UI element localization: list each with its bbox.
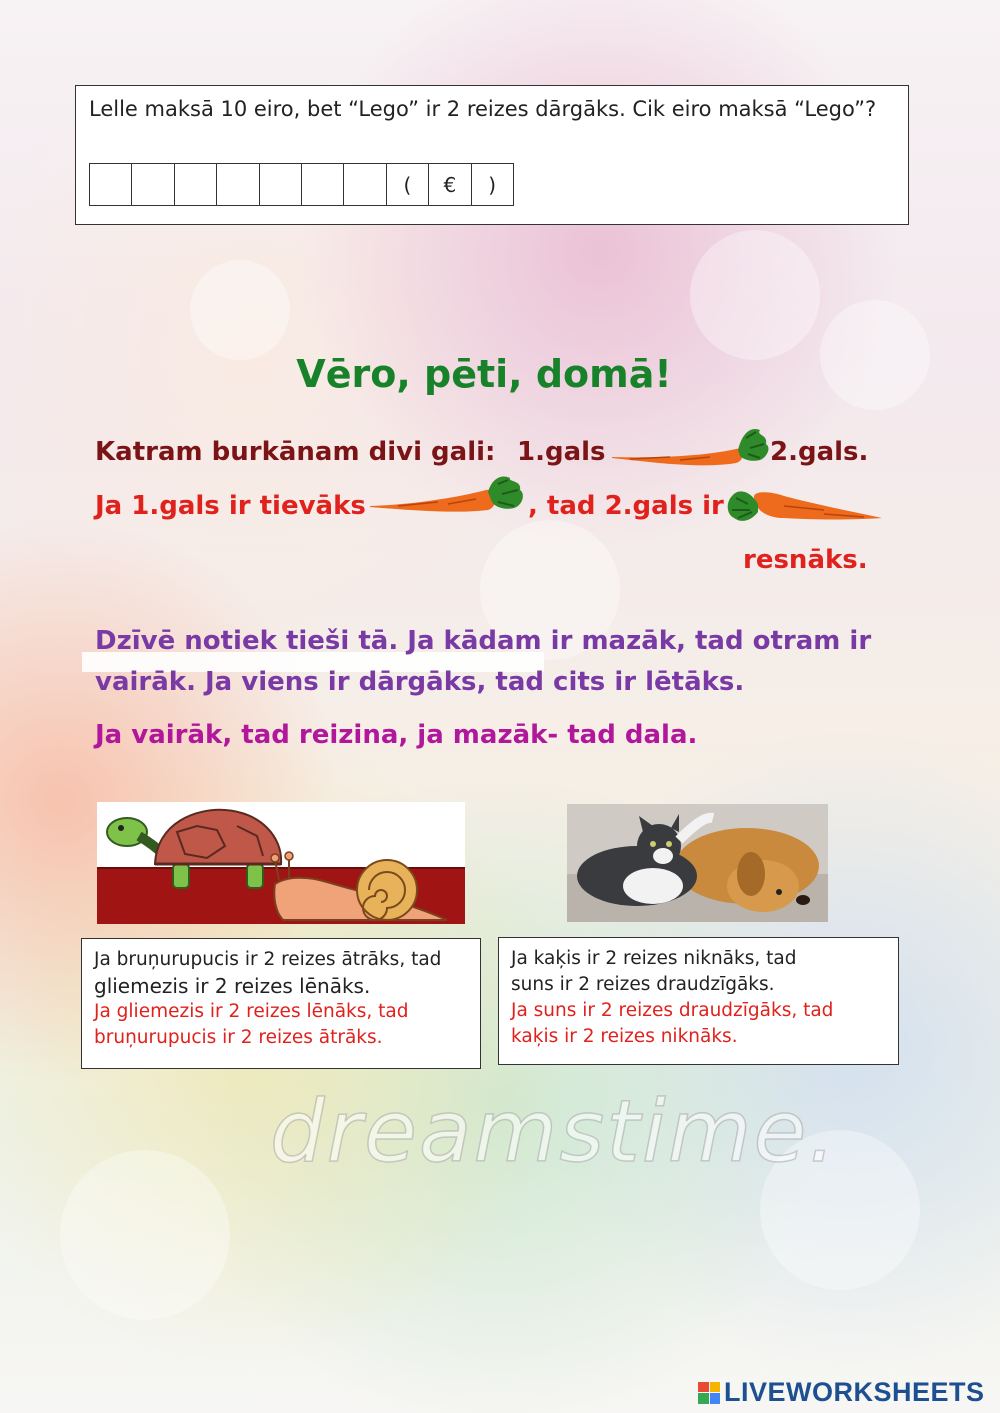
carrot-end2-label: 2.gals. (770, 437, 869, 467)
watermark: dreamstime. (270, 1082, 838, 1182)
task-box (75, 85, 909, 225)
paragraph-line-1: Dzīvē notiek tieši tā. Ja kādam ir mazāk, tad otram ir (95, 626, 872, 656)
carrot-icon (368, 472, 528, 522)
example-left-line-1: Ja bruņurupucis ir 2 reizes ātrāks, tad (94, 949, 442, 970)
carrot-consequence: , tad 2.gals ir (528, 491, 724, 521)
background-bokeh (190, 260, 290, 360)
carrot-icon (724, 484, 884, 530)
answer-cell[interactable] (217, 164, 259, 206)
example-left-line-3: Ja gliemezis ir 2 reizes lēnāks, tad (94, 1001, 409, 1022)
brand-text: LIVEWORKSHEETS (724, 1377, 985, 1407)
carrot-condition: Ja 1.gals ir tievāks (95, 491, 366, 521)
example-left-line-4: bruņurupucis ir 2 reizes ātrāks. (94, 1027, 383, 1048)
carrot-intro: Katram burkānam divi gali: (95, 437, 496, 467)
example-right-line-2: suns ir 2 reizes draudzīgāks. (511, 974, 775, 995)
answer-cell[interactable] (260, 164, 302, 206)
cat-dog-image (567, 804, 828, 922)
answer-cell[interactable] (344, 164, 386, 206)
answer-cell[interactable] (90, 164, 132, 206)
example-right-box (498, 937, 899, 1065)
answer-cell[interactable] (175, 164, 217, 206)
carrot-icon (610, 424, 770, 470)
task-question: Lelle maksā 10 eiro, bet “Lego” ir 2 reizes dārgāks. Cik eiro maksā “Lego”? (89, 97, 877, 121)
background-bokeh (60, 1150, 230, 1320)
liveworksheets-icon (698, 1382, 720, 1404)
answer-cell-close-paren: ) (472, 164, 514, 206)
answer-cell-open-paren: ( (387, 164, 429, 206)
answer-cell-euro: € (429, 164, 471, 206)
example-left-line-2: gliemezis ir 2 reizes lēnāks. (94, 974, 371, 998)
answer-cell[interactable] (302, 164, 344, 206)
example-right-line-3: Ja suns ir 2 reizes draudzīgāks, tad (511, 1000, 834, 1021)
brand-logo[interactable] (698, 1377, 985, 1408)
example-right-line-4: kaķis ir 2 reizes niknāks. (511, 1026, 738, 1047)
turtle-snail-image (97, 802, 465, 924)
page-heading: Vēro, pēti, domā! (296, 352, 672, 396)
rule-line: Ja vairāk, tad reizina, ja mazāk- tad dala. (95, 720, 698, 750)
background-bokeh (690, 230, 820, 360)
example-right-line-1: Ja kaķis ir 2 reizes niknāks, tad (511, 948, 797, 969)
carrot-end1-label: 1.gals (517, 437, 606, 467)
example-left-box (81, 938, 481, 1069)
carrot-result: resnāks. (743, 545, 868, 575)
paragraph-line-2: vairāk. Ja viens ir dārgāks, tad cits ir lētāks. (95, 667, 745, 697)
answer-cell[interactable] (132, 164, 174, 206)
answer-grid (89, 163, 514, 206)
